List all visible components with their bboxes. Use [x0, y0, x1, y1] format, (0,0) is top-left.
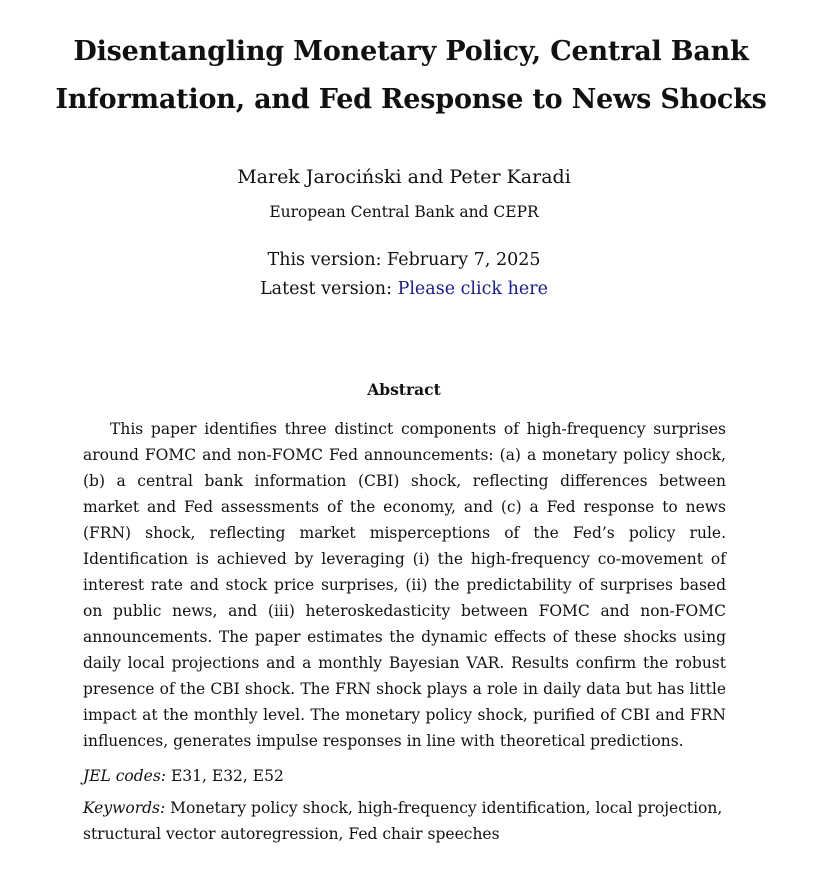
abstract-text: This paper identifies three distinct components of high-frequency surprises around FOMC and non-FOMC Fed announcements: (a) a monetary policy shock, (b) a central bank information (CBI) shock, reflecting differences between market and Fed assessments of the economy, and (c) a Fed response to news (FRN) shock, reflecting market misperceptions of the Fed’s policy rule. Identification is achieved by leveraging (i) the high-frequency co-movement of interest rate and stock price surprises, (ii) the predictability of surprises based on public news, and (iii) heteroskedasticity between FOMC and non-FOMC announcements. The paper estimates the dynamic effects of these shocks using daily local projections and a monthly Bayesian VAR. Results confirm the robust presence of the CBI shock. The FRN shock plays a role in daily data but has little impact at the monthly level. The monetary policy shock, purified of CBI and FRN influences, generates impulse responses in line with theoretical predictions.: [83, 420, 726, 750]
paper-title: Disentangling Monetary Policy, Central Bank Information, and Fed Response to News Shocks: [55, 36, 767, 115]
abstract-heading: Abstract: [367, 380, 441, 399]
keywords-line: [83, 795, 726, 847]
jel-label: JEL codes:: [83, 767, 167, 785]
version-block: [0, 246, 808, 304]
authors: Marek Jarociński and Peter Karadi: [237, 166, 571, 188]
jel-codes-line: [83, 763, 726, 789]
version-date: This version: February 7, 2025: [267, 250, 541, 270]
latest-version-line: [0, 275, 808, 304]
latest-version-link[interactable]: Please click here: [397, 279, 548, 299]
affiliation: European Central Bank and CEPR: [269, 203, 539, 221]
keywords: Monetary policy shock, high-frequency identification, local projection, structural vector autoregression, Fed chair speeches: [83, 799, 723, 843]
latest-version-label: Latest version:: [260, 279, 392, 299]
jel-codes: E31, E32, E52: [170, 767, 284, 785]
keywords-label: Keywords:: [83, 799, 166, 817]
